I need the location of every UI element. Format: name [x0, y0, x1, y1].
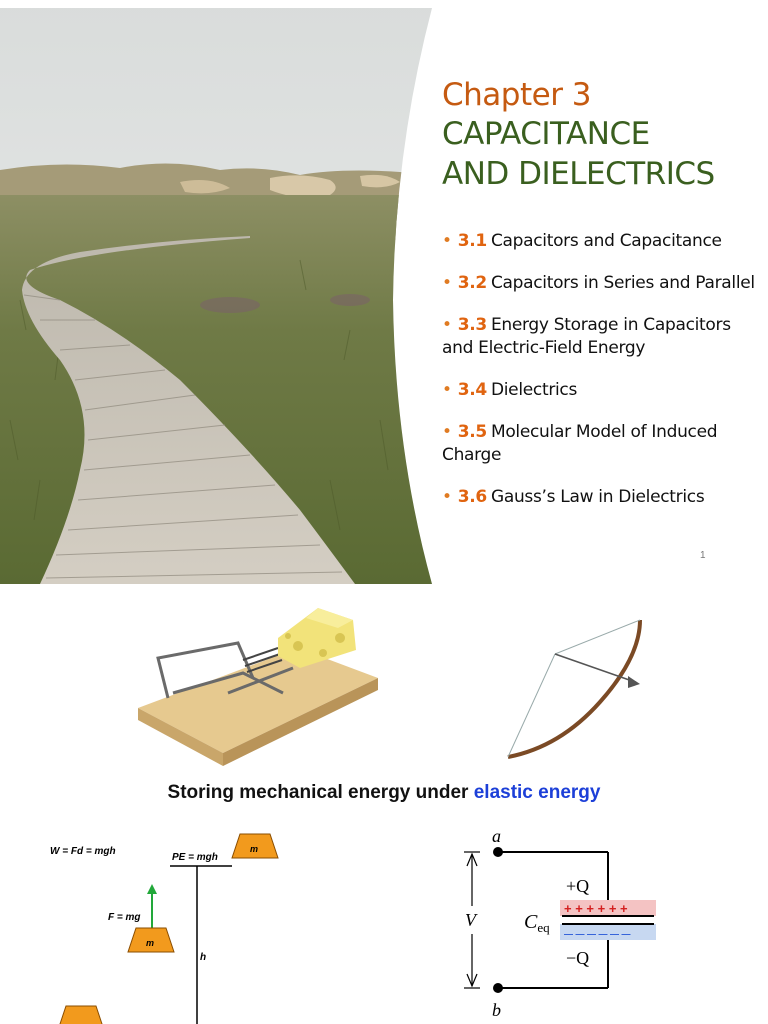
bullet-icon: • — [442, 380, 452, 400]
minus-signs: — — — — — — — [564, 929, 631, 939]
pe-label: PE = mgh — [172, 852, 218, 863]
caption-text: Storing mechanical energy under — [167, 782, 474, 803]
toc-text: Capacitors and Capacitance — [490, 231, 722, 251]
bow-illustration — [500, 612, 660, 772]
toc-item — [442, 421, 762, 467]
toc-item — [442, 486, 762, 509]
title-line-2: AND DIELECTRICS — [442, 156, 715, 192]
height-label: h — [200, 952, 207, 963]
node-a-label: a — [492, 826, 501, 846]
toc-item — [442, 379, 762, 402]
title-line-1: CAPACITANCE — [442, 116, 650, 152]
mousetrap-illustration — [128, 598, 388, 778]
toc-text: Capacitors in Series and Parallel — [490, 273, 755, 293]
plus-signs: + + + + + + — [564, 901, 628, 916]
work-label: W = Fd = mgh — [50, 846, 116, 857]
plus-q-label: +Q — [566, 876, 590, 896]
toc-number: 3.5 — [457, 422, 487, 442]
capacitance-subscript: eq — [537, 920, 550, 935]
slide-title — [442, 76, 762, 194]
caption — [0, 782, 768, 804]
bullet-icon: • — [442, 315, 452, 335]
page-number: 1 — [700, 550, 706, 561]
bullet-icon: • — [442, 487, 452, 507]
toc-text: Gauss’s Law in Dielectrics — [490, 487, 705, 507]
toc-number: 3.6 — [457, 487, 487, 507]
toc-number: 3.4 — [457, 380, 487, 400]
caption-highlight: elastic energy — [473, 782, 601, 803]
toc-number: 3.1 — [457, 231, 487, 251]
toc-item — [442, 272, 762, 295]
energy-slide — [0, 584, 768, 1024]
voltage-label: V — [465, 910, 476, 930]
bullet-icon: • — [442, 231, 452, 251]
toc-item — [442, 314, 762, 360]
mass-label: m — [146, 938, 155, 948]
force-label: F = mg — [108, 912, 141, 923]
bullet-icon: • — [442, 273, 452, 293]
node-b-label: b — [492, 1000, 501, 1020]
chapter-label: Chapter 3 — [442, 77, 592, 113]
toc-number: 3.3 — [457, 315, 487, 335]
table-of-contents — [442, 230, 762, 528]
capacitance-label — [524, 911, 550, 935]
capacitance-symbol: C — [524, 911, 538, 933]
toc-text: Energy Storage in Capacitors and Electric-Field Energy — [442, 315, 731, 358]
capacitor-circuit — [440, 822, 680, 1022]
toc-number: 3.2 — [457, 273, 487, 293]
toc-item — [442, 230, 762, 253]
mass-label: m — [250, 844, 259, 854]
minus-q-label: −Q — [566, 948, 590, 968]
toc-text: Dielectrics — [490, 380, 578, 400]
gravity-diagram — [40, 830, 300, 1024]
bullet-icon: • — [442, 422, 452, 442]
toc-text: Molecular Model of Induced Charge — [442, 422, 718, 465]
